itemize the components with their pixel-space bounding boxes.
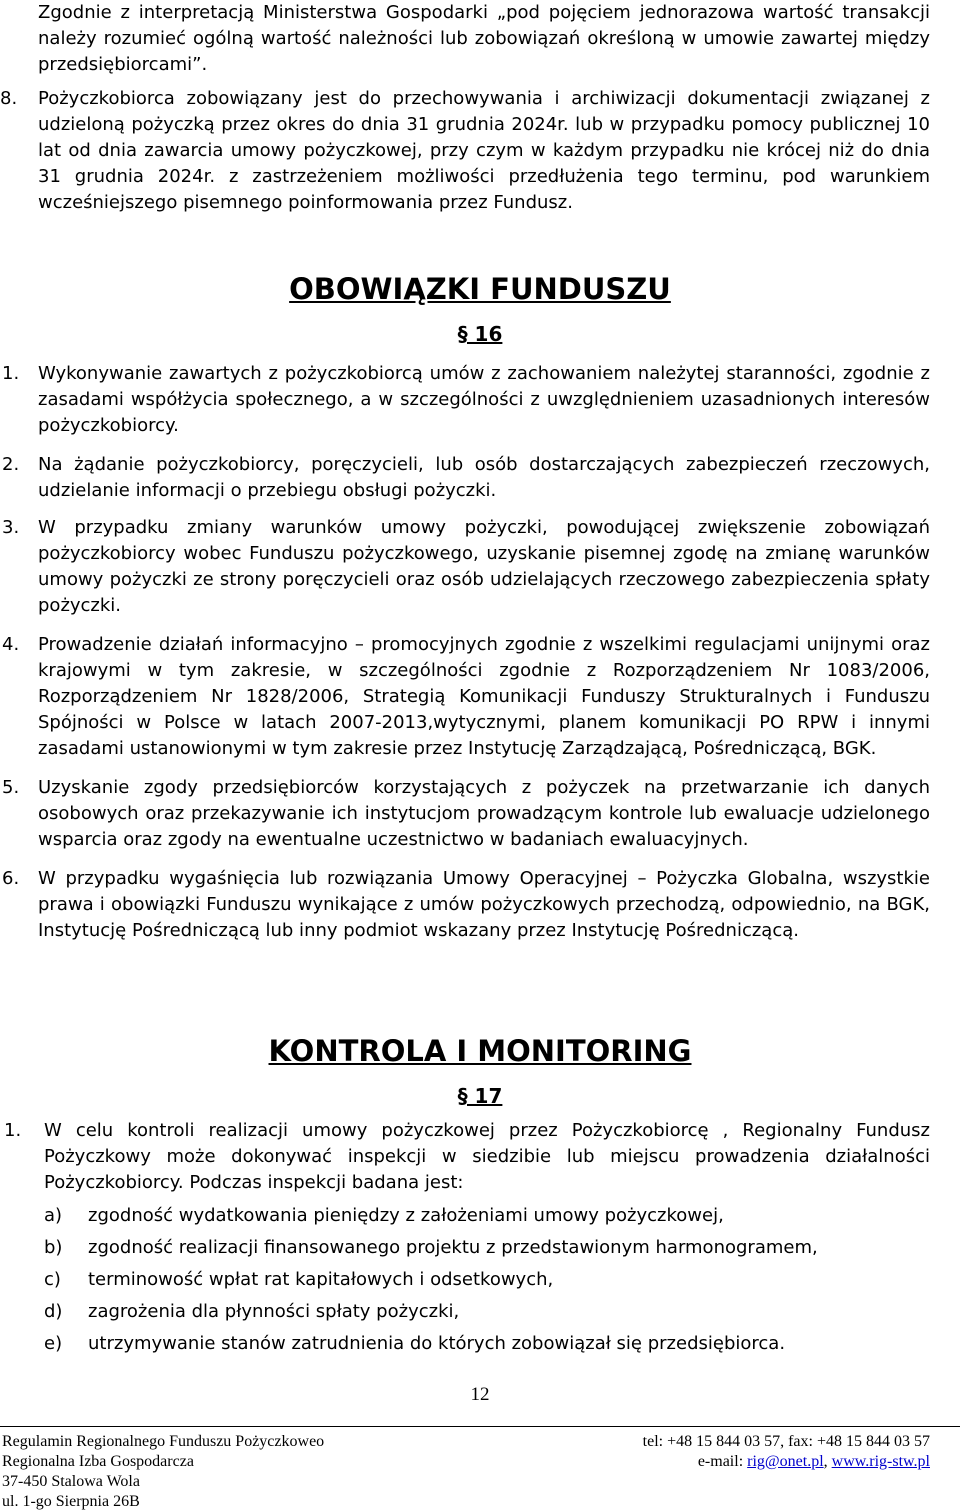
website-link[interactable]: www.rig-stw.pl [831,1453,930,1470]
paragraph-mark-17: § 17 [457,1084,503,1108]
sub-item-letter: d) [44,1301,63,1322]
item-text: Pożyczkobiorca zobowiązany jest do przechowywania i archiwizacji dokumentacji związanej z udzieloną pożyczką przez okres do dnia 31 grudnia 2024r. lub w przypadku pomocy publicznej 10 lat od dnia zawarcia umowy pożyczkowej, przy czym w każdym przypadku nie krócej niż do dnia 31 grudnia 2024r. z zastrzeżeniem możliwości przedłużenia tego terminu, pod warunkiem wcześniejszego pisemnego poinformowania przez Fundusz. [38,88,930,213]
email-label: e-mail: [697,1453,748,1470]
sub-item-text: terminowość wpłat rat kapitałowych i odsetkowych, [88,1269,554,1290]
list-item [4,1118,930,1196]
footer-line: Regionalna Izba Gospodarcza [2,1453,194,1470]
item-text: W celu kontroli realizacji umowy pożyczkowej przez Pożyczkobiorcę , Regionalny Fundusz Pożyczkowy może dokonywać inspekcji w siedzibie lub miejscu prowadzenia działalności Pożyczkobiorcy. Podczas inspekcji badana jest: [44,1120,930,1193]
footer-line: Regulamin Regionalnego Funduszu Pożyczkoweo [2,1433,325,1450]
list-item [2,775,930,853]
sub-item-text: zgodność realizacji finansowanego projektu z przedstawionym harmonogramem, [88,1237,818,1258]
intro-paragraph: Zgodnie z interpretacją Ministerstwa Gospodarki „pod pojęciem jednorazowa wartość transakcji należy rozumieć ogólną wartość należności lub zobowiązań określoną w umowie zawartej między przedsiębiorcami”. [38,2,930,75]
list-item [2,361,930,439]
item-number: 1. [4,1120,22,1141]
footer-contact [698,1452,930,1472]
item-text: W przypadku wygaśnięcia lub rozwiązania Umowy Operacyjnej – Pożyczka Globalna, wszystkie prawa i obowiązki Funduszu wynikające z umów pożyczkowych przechodzą, odpowiednio, na BGK, Instytucję Pośredniczącą lub inny podmiot wskazany przez Instytucję Pośredniczącą. [38,868,930,941]
section-heading-obowiazki: OBOWIĄZKI FUNDUSZU [289,272,671,306]
footer-divider [0,1426,960,1427]
page-number: 12 [470,1384,490,1405]
sub-item-letter: b) [44,1237,63,1258]
list-item [2,866,930,944]
list-item [2,632,930,762]
footer-line: ul. 1-go Sierpnia 26B [2,1493,140,1510]
item-number: 5. [2,777,20,798]
footer-phone: tel: +48 15 844 03 57, fax: +48 15 844 03 57 [642,1433,930,1450]
item-text: Na żądanie pożyczkobiorcy, poręczycieli, lub osób dostarczających zabezpieczeń rzeczowych, udzielanie informacji o przebiegu obsługi pożyczki. [38,454,930,501]
separator: , [823,1453,832,1470]
item-text: W przypadku zmiany warunków umowy pożyczki, powodującej zwiększenie zobowiązań pożyczkobiorcy wobec Funduszu pożyczkowego, uzyskanie pisemnej zgodę na zmianę warunków umowy pożyczki ze strony poręczycieli oraz osób udzielających rzeczowego zabezpieczenia spłaty pożyczki. [38,517,930,616]
list-item [2,452,930,504]
item-text: Wykonywanie zawartych z pożyczkobiorcą umów z zachowaniem należytej staranności, zgodnie z zasadami współżycia społecznego, a w szczególności z uwzględnieniem uzasadnionych interesów pożyczkobiorcy. [38,363,930,436]
item-text: Uzyskanie zgody przedsiębiorców korzystających z pożyczek na przetwarzanie ich danych osobowych oraz przekazywanie ich instytucjom prowadzącym kontrole lub ewaluacje udzielonego wsparcia oraz zgody na ewentualne uczestnictwo w badaniach ewaluacyjnych. [38,777,930,850]
list-item [2,515,930,619]
item-number: 6. [2,868,20,889]
section-heading-kontrola: KONTROLA I MONITORING [268,1034,692,1068]
sub-item-text: utrzymywanie stanów zatrudnienia do których zobowiązał się przedsiębiorca. [88,1333,786,1354]
item-number: 1. [2,363,20,384]
footer-line: 37-450 Stalowa Wola [2,1473,140,1490]
sub-item-letter: a) [44,1205,63,1226]
item-number: 3. [2,517,20,538]
item-text: Prowadzenie działań informacyjno – promocyjnych zgodnie z wszelkimi regulacjami unijnymi oraz krajowymi w tym zakresie, w szczególności zgodnie z Rozporządzeniem Nr 1083/2006, Rozporządzeniem Nr 1828/2006, Strategią Komunikacji Funduszy Strukturalnych i Funduszu Spójności w Polsce w latach 2007-2013,wytycznymi, planem komunikacji PO RPW i innymi zasadami ustanowionymi w tym zakresie przez Instytucję Zarządzającą, Pośredniczącą, BGK. [38,634,930,759]
sub-item-letter: c) [44,1269,61,1290]
item-number: 8. [0,88,18,109]
item-number: 4. [2,634,20,655]
email-link[interactable]: rig@onet.pl [747,1453,824,1470]
sub-item-text: zgodność wydatkowania pieniędzy z założeniami umowy pożyczkowej, [88,1205,724,1226]
item-number: 2. [2,454,20,475]
sub-item-text: zagrożenia dla płynności spłaty pożyczki, [88,1301,460,1322]
list-item-8 [0,86,930,216]
sub-item-letter: e) [44,1333,63,1354]
paragraph-mark-16: § 16 [457,322,503,346]
